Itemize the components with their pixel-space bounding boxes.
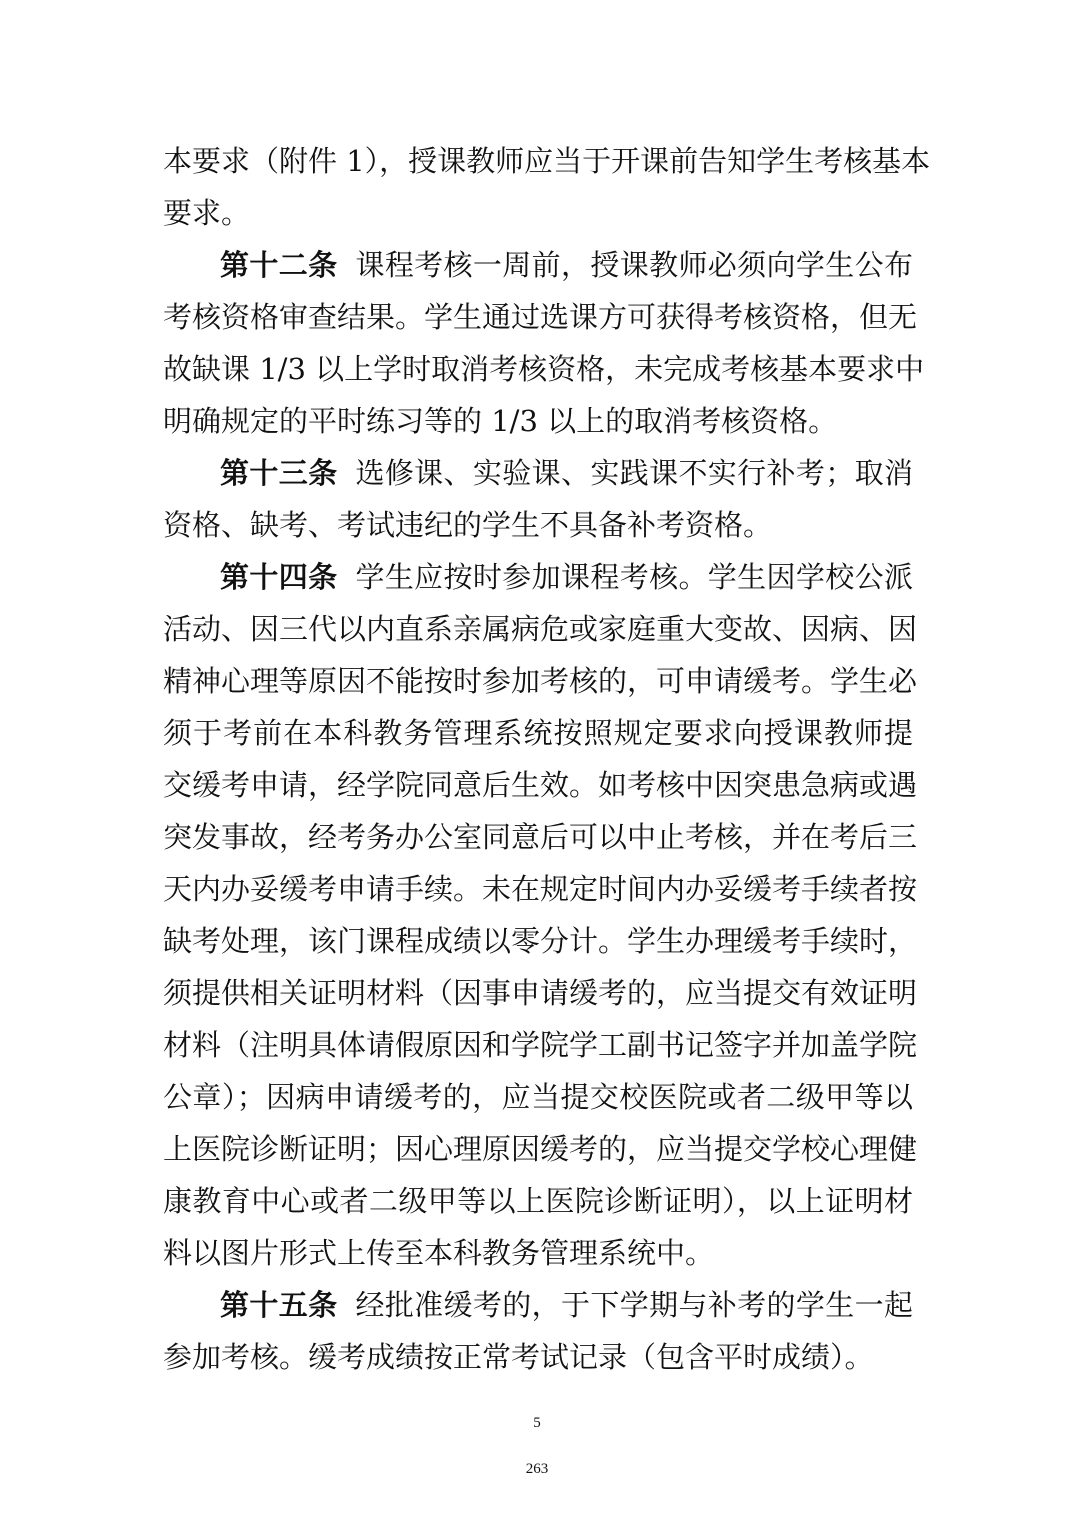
text-line: 公章）；因病申请缓考的，应当提交校医院或者二级甲等以 <box>163 1080 913 1114</box>
article-14-first-line <box>220 557 913 597</box>
article-15-title: 第十五条 <box>220 1288 338 1322</box>
text-line: 本要求（附件 1），授课教师应当于开课前告知学生考核基本 <box>163 144 931 178</box>
article-12-text: 课程考核一周前，授课教师必须向学生公布 <box>355 248 913 282</box>
text-line: 康教育中心或者二级甲等以上医院诊断证明），以上证明材 <box>163 1184 913 1218</box>
text-line: 明确规定的平时练习等的 1/3 以上的取消考核资格。 <box>163 404 838 438</box>
text-line: 上医院诊断证明；因心理原因缓考的，应当提交学校心理健 <box>163 1132 918 1166</box>
text-line: 须提供相关证明材料（因事申请缓考的，应当提交有效证明 <box>163 976 918 1010</box>
article-14-title: 第十四条 <box>220 560 338 594</box>
article-12-title: 第十二条 <box>220 248 338 282</box>
text-line: 须于考前在本科教务管理系统按照规定要求向授课教师提 <box>163 716 913 750</box>
article-12-first-line <box>220 245 913 285</box>
text-line: 料以图片形式上传至本科教务管理系统中。 <box>163 1236 715 1270</box>
total-page-number: 263 <box>525 1461 549 1477</box>
text-line: 交缓考申请，经学院同意后生效。如考核中因突患急病或遇 <box>163 768 918 802</box>
text-line: 要求。 <box>163 196 251 230</box>
page-number: 5 <box>533 1415 541 1431</box>
text-line: 资格、缺考、考试违纪的学生不具备补考资格。 <box>163 508 773 542</box>
article-15-first-line <box>220 1285 913 1325</box>
article-13-first-line <box>220 453 913 493</box>
text-line: 参加考核。缓考成绩按正常考试记录（包含平时成绩）。 <box>163 1340 874 1374</box>
text-line: 考核资格审查结果。学生通过选课方可获得考核资格，但无 <box>163 300 918 334</box>
text-line: 故缺课 1/3 以上学时取消考核资格，未完成考核基本要求中 <box>163 352 925 386</box>
text-line: 活动、因三代以内直系亲属病危或家庭重大变故、因病、因 <box>163 612 918 646</box>
text-line: 材料（注明具体请假原因和学院学工副书记签字并加盖学院 <box>163 1028 918 1062</box>
article-13-text: 选修课、实验课、实践课不实行补考；取消 <box>355 456 913 490</box>
text-line: 缺考处理，该门课程成绩以零分计。学生办理缓考手续时， <box>163 924 918 958</box>
text-line: 天内办妥缓考申请手续。未在规定时间内办妥缓考手续者按 <box>163 872 918 906</box>
article-13-title: 第十三条 <box>220 456 338 490</box>
article-15-text: 经批准缓考的，于下学期与补考的学生一起 <box>355 1288 913 1322</box>
text-line: 精神心理等原因不能按时参加考核的，可申请缓考。学生必 <box>163 664 918 698</box>
article-14-text: 学生应按时参加课程考核。学生因学校公派 <box>355 560 913 594</box>
text-line: 突发事故，经考务办公室同意后可以中止考核，并在考后三 <box>163 820 918 854</box>
